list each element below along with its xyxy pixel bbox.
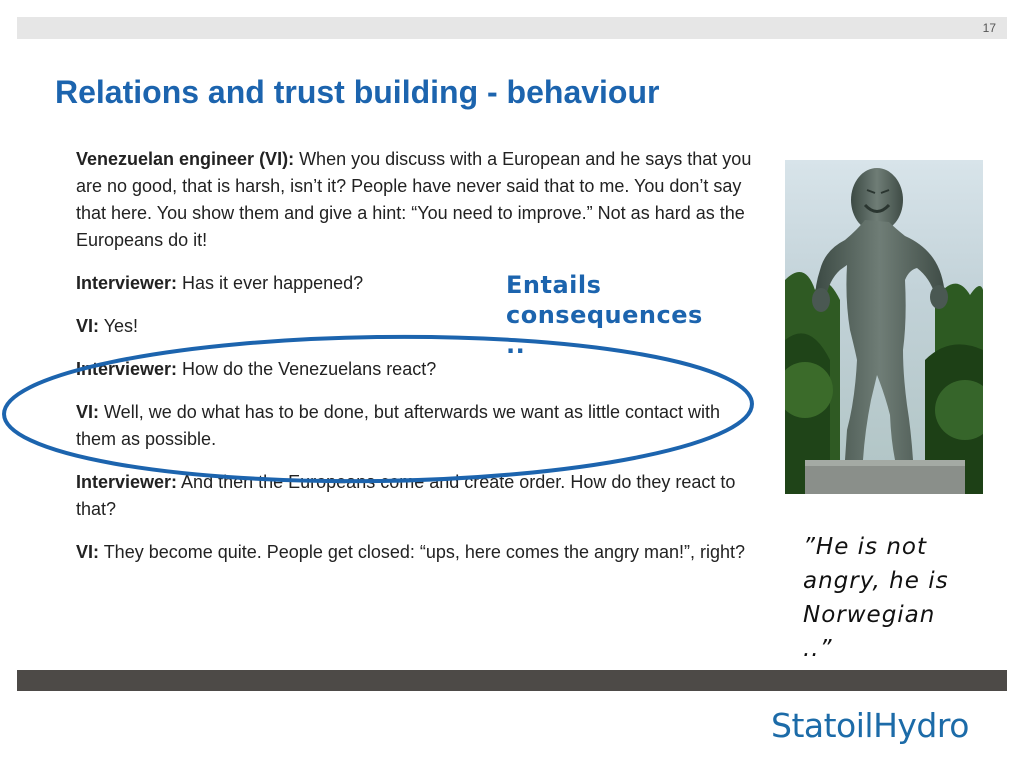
quote-line: ..” (803, 636, 833, 662)
dialogue-line: Yes! (99, 316, 139, 336)
dialogue-paragraph (76, 146, 756, 254)
speaker-label: VI: (76, 542, 100, 562)
dialogue-paragraph (76, 469, 756, 523)
slide-title: Relations and trust building - behaviour (55, 74, 660, 110)
speaker-label: Venezuelan engineer (VI): (76, 149, 295, 169)
quote-text (803, 530, 1003, 666)
dialogue-paragraph (76, 356, 756, 383)
callout-line: .. (506, 331, 526, 359)
dialogue-line: How do the Venezuelans react? (177, 359, 437, 379)
callout-line: Entails (506, 271, 602, 299)
dialogue-paragraph (76, 399, 756, 453)
slide-number: 17 (982, 21, 996, 35)
dialogue-line: Has it ever happened? (177, 273, 364, 293)
speaker-label: Interviewer: (76, 359, 178, 379)
speaker-label: VI: (76, 316, 100, 336)
dialogue-line: They become quite. People get closed: “ups, here comes the angry man!”, right? (99, 542, 746, 562)
speaker-label: Interviewer: (76, 273, 178, 293)
callout-text (506, 270, 746, 360)
callout-line: consequences (506, 301, 703, 329)
statue-photo (785, 160, 983, 494)
speaker-label: Interviewer: (76, 472, 178, 492)
speaker-label: VI: (76, 402, 100, 422)
dialogue-line: Well, we do what has to be done, but afterwards we want as little contact with them as possible. (76, 402, 721, 449)
dialogue-paragraph (76, 539, 756, 566)
dialogue-line: And then the Europeans come and create order. How do they react to that? (76, 472, 736, 519)
quote-line: angry, he is (803, 568, 949, 594)
dialogue-line: When you discuss with a European and he says that you are no good, that is harsh, isn’t it? People have never said that to me. You don’t say that here. You show them and give a hint: “You need to improve.” Not as hard as the Europeans do it! (76, 149, 752, 250)
bottom-bar (17, 670, 1007, 691)
top-bar (17, 17, 1007, 39)
statoilhydro-logo: StatoilHydro (771, 706, 969, 745)
quote-line: ”He is not (803, 534, 928, 560)
quote-line: Norwegian (803, 602, 936, 628)
dialogue-text (76, 146, 756, 582)
